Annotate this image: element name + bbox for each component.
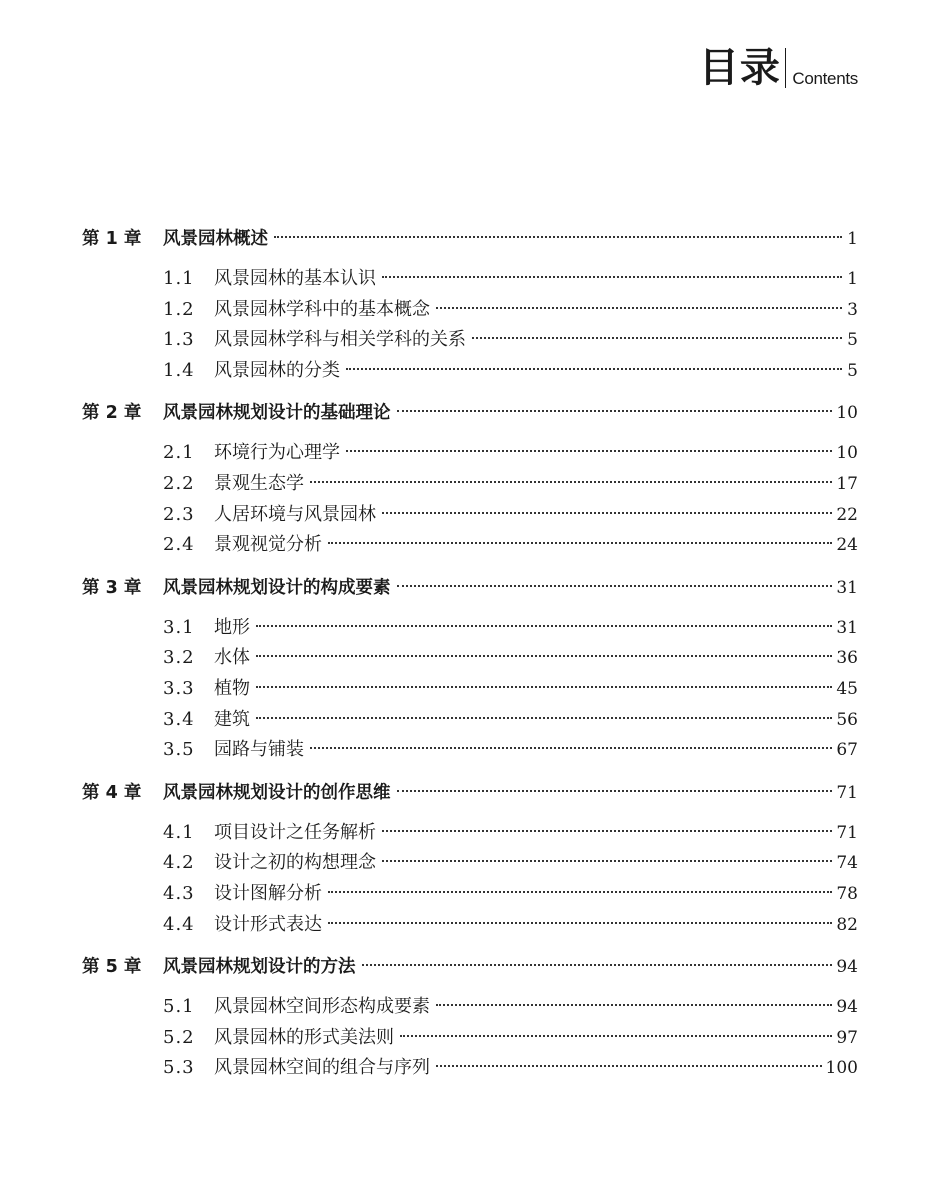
chapter-page: 10: [836, 403, 858, 424]
section-page: 56: [836, 709, 858, 730]
dot-leader: [328, 891, 832, 893]
section-label: [163, 1053, 430, 1084]
section-label: [163, 643, 250, 674]
section-page: 17: [836, 473, 858, 494]
section-page: 36: [836, 648, 858, 669]
section-label: [163, 705, 250, 736]
section-entry[interactable]: [82, 500, 858, 531]
section-number: 2.3: [163, 503, 195, 525]
dot-leader: [310, 747, 832, 749]
section-title: 风景园林的基本认识: [214, 268, 376, 289]
page-title: 目录: [698, 45, 781, 91]
section-number: 4.3: [163, 882, 195, 904]
section-page: 45: [836, 678, 858, 699]
section-page: 1: [847, 269, 858, 289]
section-number: 5.2: [163, 1026, 195, 1048]
section-label: [163, 735, 304, 766]
dot-leader: [328, 922, 832, 924]
section-label: [163, 613, 250, 644]
section-entry[interactable]: [82, 848, 858, 879]
section-entry[interactable]: [82, 530, 858, 561]
chapter-number: 第 4 章: [82, 782, 142, 803]
section-title: 设计之初的构想理念: [214, 852, 376, 874]
chapter-number: 第 2 章: [82, 403, 142, 424]
chapter-block: [82, 571, 858, 766]
section-number: 2.4: [163, 534, 195, 556]
dot-leader: [256, 625, 832, 627]
chapter-label: [82, 571, 391, 605]
section-entry[interactable]: [82, 613, 858, 644]
section-entry[interactable]: [82, 264, 858, 295]
section-page: 5: [847, 330, 858, 351]
section-title: 设计形式表达: [214, 913, 322, 935]
dot-leader: [382, 512, 832, 514]
section-label: [163, 500, 376, 531]
section-entry[interactable]: [82, 325, 858, 356]
section-title: 风景园林的分类: [214, 359, 340, 381]
section-title: 水体: [214, 647, 250, 669]
section-entry[interactable]: [82, 674, 858, 705]
section-title: 设计图解分析: [214, 882, 322, 904]
chapter-page: 71: [836, 782, 858, 803]
section-page: 22: [836, 504, 858, 525]
dot-leader: [256, 686, 832, 688]
section-number: 4.2: [163, 852, 195, 874]
dot-leader: [397, 585, 833, 587]
section-title: 风景园林学科与相关学科的关系: [214, 329, 466, 351]
dot-leader: [436, 1065, 822, 1067]
section-entry[interactable]: [82, 879, 858, 910]
section-label: [163, 438, 340, 469]
section-entry[interactable]: [82, 469, 858, 500]
section-number: 3.4: [163, 708, 195, 730]
chapter-label: [82, 222, 268, 256]
section-title: 景观生态学: [214, 472, 304, 494]
section-page: 31: [836, 617, 858, 638]
dot-leader: [346, 450, 832, 452]
dot-leader: [346, 368, 842, 370]
section-label: [163, 325, 466, 356]
section-title: 风景园林空间的组合与序列: [214, 1057, 430, 1079]
chapter-number: 第 3 章: [82, 577, 142, 598]
chapter-number: 第 5 章: [82, 957, 142, 978]
section-entry[interactable]: [82, 910, 858, 941]
chapter-entry[interactable]: [82, 396, 858, 430]
section-number: 3.2: [163, 647, 195, 669]
section-number: 1.2: [163, 298, 195, 320]
chapter-label: [82, 776, 391, 810]
dot-leader: [328, 542, 832, 544]
title-divider: [785, 48, 787, 88]
section-entry[interactable]: [82, 643, 858, 674]
dot-leader: [256, 655, 832, 657]
section-title: 景观视觉分析: [214, 534, 322, 556]
chapter-entry[interactable]: [82, 222, 858, 256]
section-entry[interactable]: [82, 1053, 858, 1084]
chapter-block: [82, 222, 858, 386]
section-title: 人居环境与风景园林: [214, 503, 376, 525]
section-title: 风景园林的形式美法则: [214, 1026, 394, 1048]
section-number: 4.1: [163, 821, 195, 843]
section-label: [163, 818, 376, 849]
section-page: 78: [836, 883, 858, 904]
section-entry[interactable]: [82, 1023, 858, 1054]
section-number: 3.3: [163, 677, 195, 699]
section-number: 1.3: [163, 329, 195, 351]
section-page: 97: [836, 1027, 858, 1048]
section-label: [163, 674, 250, 705]
section-title: 项目设计之任务解析: [214, 821, 376, 843]
dot-leader: [436, 1004, 832, 1006]
dot-leader: [310, 481, 832, 483]
chapter-label: [82, 950, 356, 984]
section-title: 风景园林空间形态构成要素: [214, 996, 430, 1018]
section-title: 建筑: [214, 708, 250, 730]
section-entry[interactable]: [82, 438, 858, 469]
chapter-title: 风景园林规划设计的方法: [163, 957, 356, 978]
section-number: 2.2: [163, 472, 195, 494]
chapter-block: [82, 776, 858, 940]
section-label: [163, 992, 430, 1023]
chapter-entry[interactable]: [82, 950, 858, 984]
section-entry[interactable]: [82, 295, 858, 326]
chapter-page: 31: [836, 577, 858, 598]
section-page: 74: [836, 853, 858, 874]
section-entry[interactable]: [82, 356, 858, 387]
section-number: 5.1: [163, 996, 195, 1018]
section-page: 10: [836, 443, 858, 464]
section-entry[interactable]: [82, 818, 858, 849]
section-label: [163, 1023, 394, 1054]
chapter-number: 第 1 章: [82, 229, 142, 249]
section-page: 24: [836, 535, 858, 556]
section-title: 植物: [214, 677, 250, 699]
section-number: 3.1: [163, 616, 195, 638]
dot-leader: [256, 717, 832, 719]
section-page: 71: [836, 822, 858, 843]
dot-leader: [397, 790, 833, 792]
section-number: 2.1: [163, 442, 195, 464]
section-title: 环境行为心理学: [214, 442, 340, 464]
section-page: 3: [847, 299, 858, 320]
page-subtitle: Contents: [792, 69, 858, 88]
dot-leader: [382, 860, 832, 862]
chapter-page: 94: [836, 957, 858, 978]
section-label: [163, 469, 304, 500]
section-entry[interactable]: [82, 735, 858, 766]
section-entry[interactable]: [82, 705, 858, 736]
section-page: 94: [836, 997, 858, 1018]
chapter-title: 风景园林规划设计的创作思维: [163, 782, 391, 803]
section-number: 4.4: [163, 913, 195, 935]
section-page: 5: [847, 360, 858, 381]
dot-leader: [436, 307, 842, 309]
table-of-contents: [82, 222, 858, 1094]
chapter-block: [82, 396, 858, 560]
section-title: 园路与铺装: [214, 739, 304, 761]
section-label: [163, 530, 322, 561]
dot-leader: [397, 410, 833, 412]
dot-leader: [382, 830, 832, 832]
dot-leader: [362, 964, 833, 966]
section-label: [163, 356, 340, 387]
chapter-entry[interactable]: [82, 776, 858, 810]
section-title: 风景园林学科中的基本概念: [214, 298, 430, 320]
section-number: 1.4: [163, 359, 195, 381]
chapter-title: 风景园林规划设计的构成要素: [163, 577, 391, 598]
dot-leader: [472, 337, 842, 339]
chapter-title: 风景园林规划设计的基础理论: [163, 403, 391, 424]
section-page: 82: [836, 914, 858, 935]
section-label: [163, 848, 376, 879]
dot-leader: [274, 236, 842, 238]
dot-leader: [400, 1035, 832, 1037]
chapter-entry[interactable]: [82, 571, 858, 605]
dot-leader: [382, 276, 842, 278]
section-page: 100: [825, 1058, 858, 1079]
section-label: [163, 295, 430, 326]
section-number: 5.3: [163, 1057, 195, 1079]
chapter-block: [82, 950, 858, 1084]
section-page: 67: [836, 740, 858, 761]
section-label: [163, 910, 322, 941]
chapter-title: 风景园林概述: [163, 229, 268, 249]
section-entry[interactable]: [82, 992, 858, 1023]
section-label: [163, 264, 376, 295]
toc-header: [699, 44, 858, 92]
section-number: 3.5: [163, 739, 195, 761]
section-number: 1.1: [163, 268, 195, 289]
chapter-page: 1: [847, 229, 858, 249]
chapter-label: [82, 396, 391, 430]
section-title: 地形: [214, 616, 250, 638]
section-label: [163, 879, 322, 910]
